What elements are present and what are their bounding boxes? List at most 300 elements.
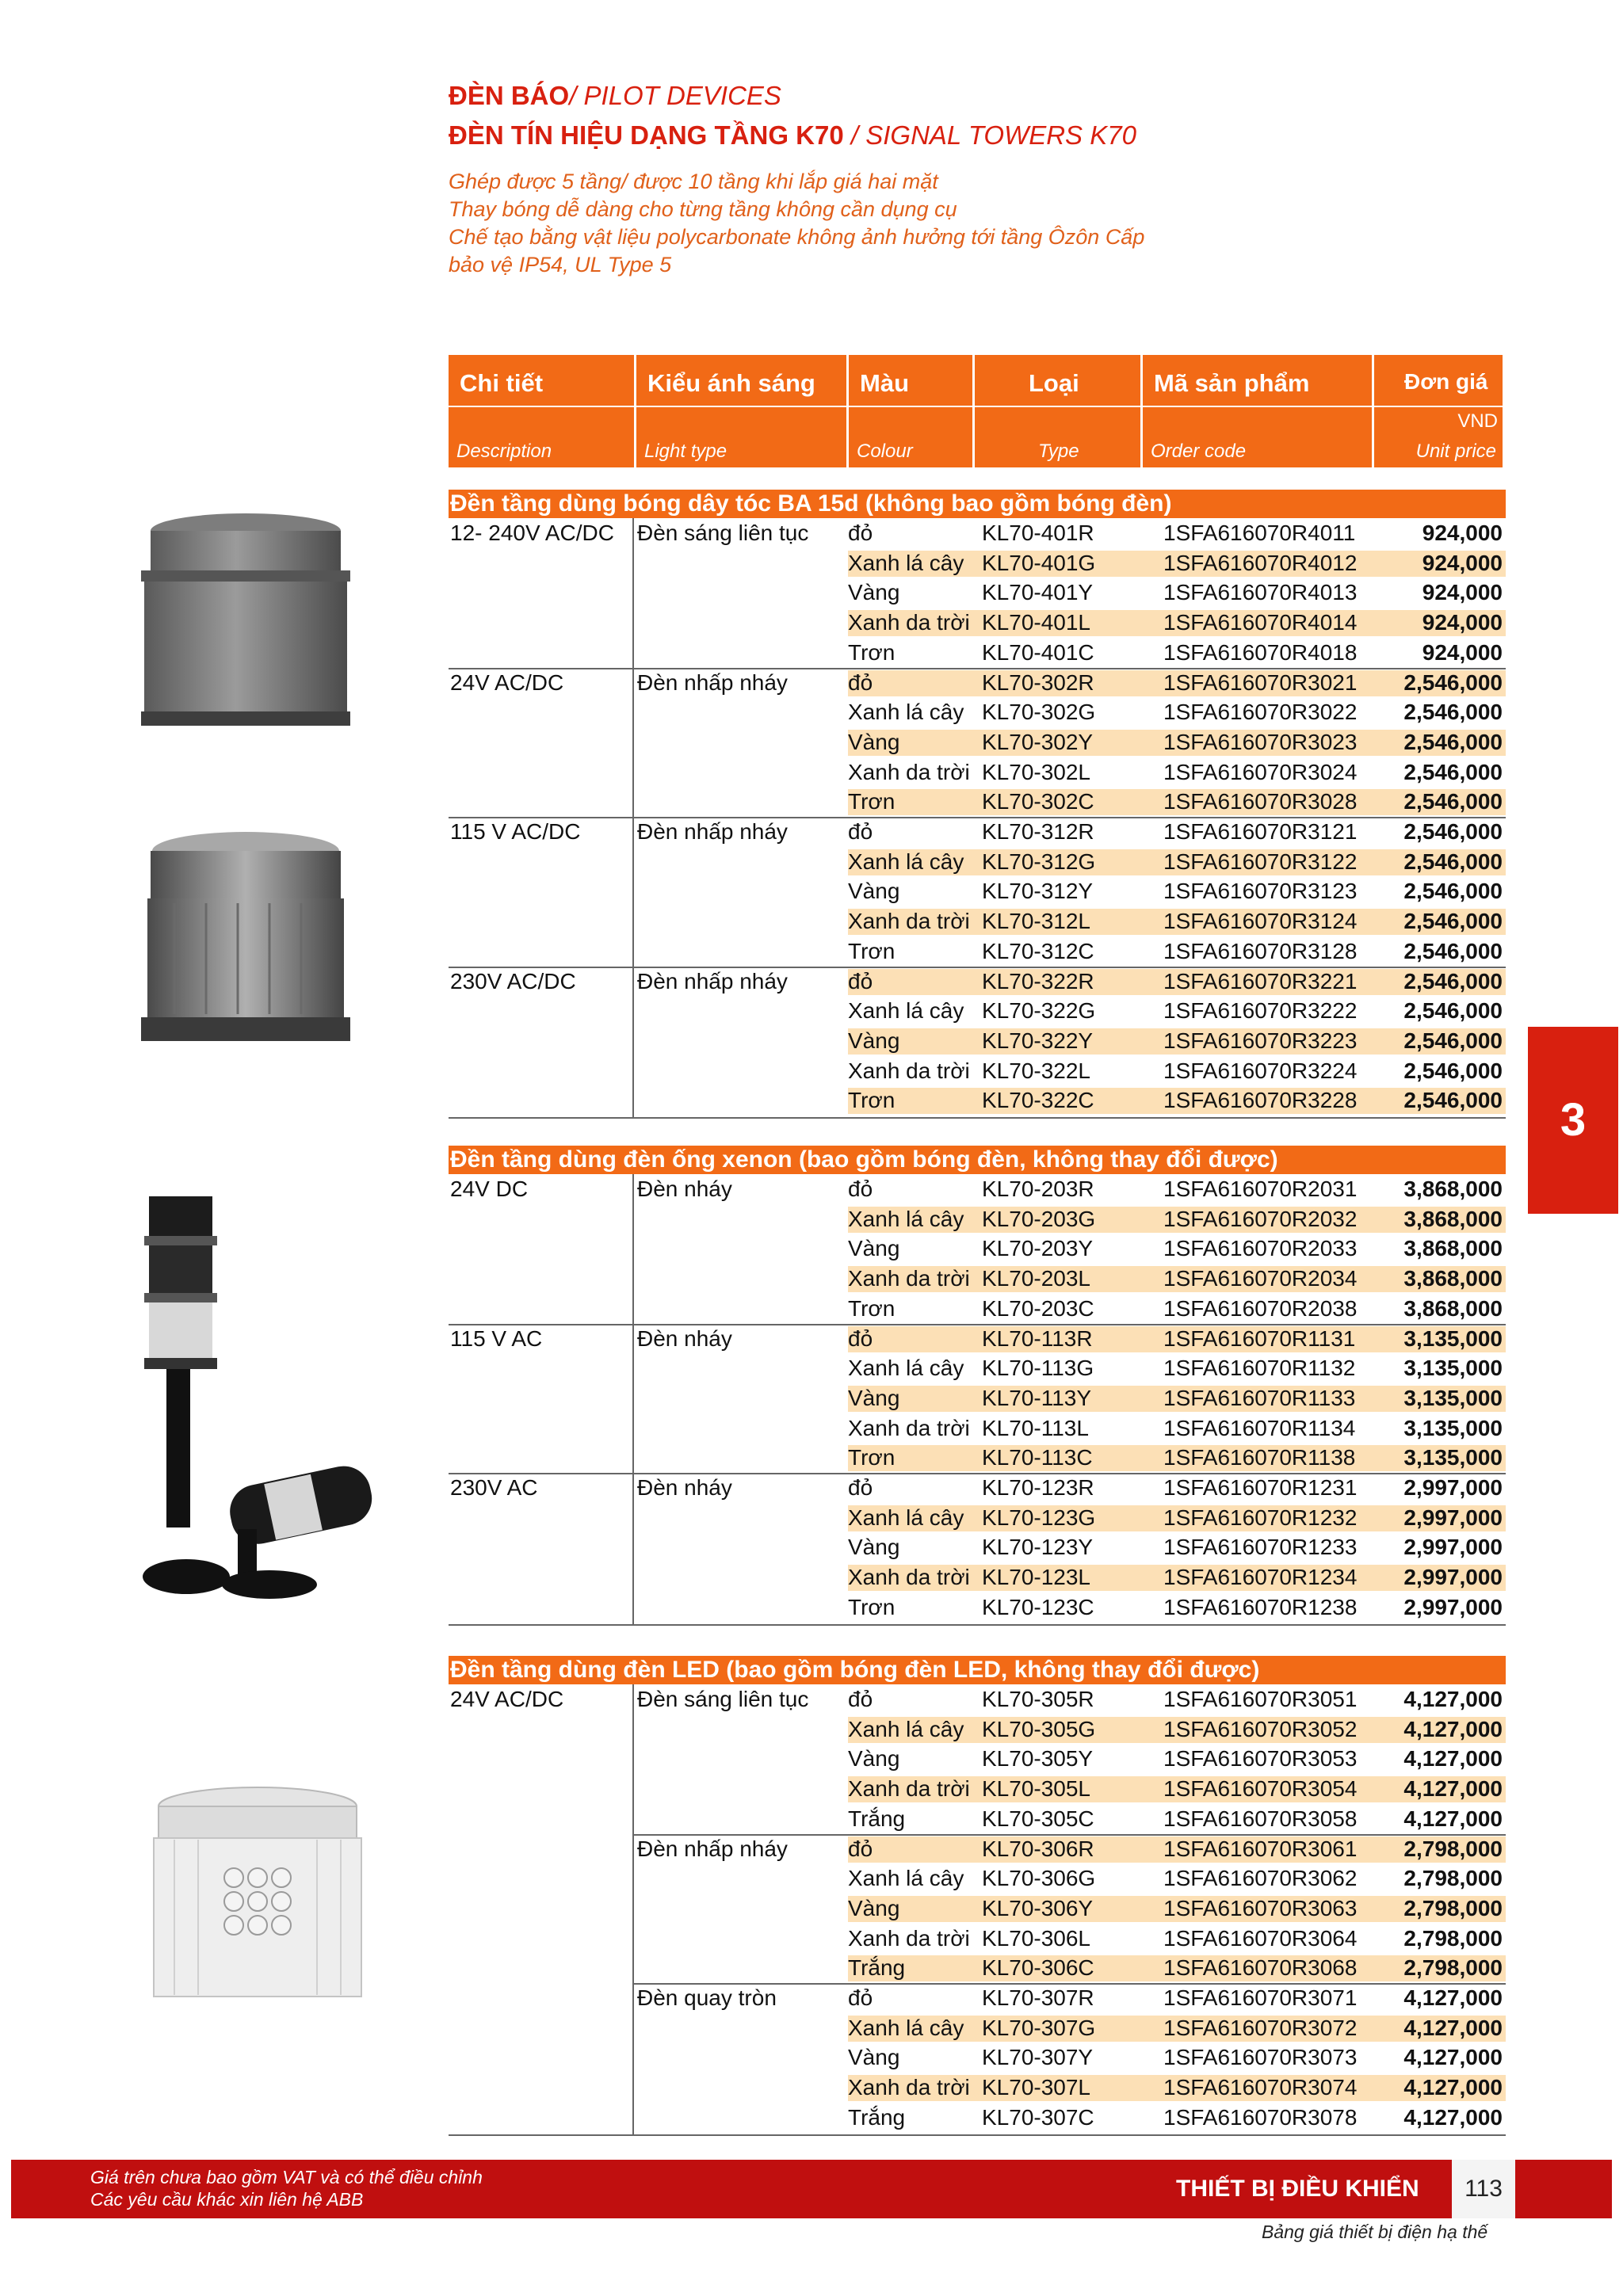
table-row [449,1983,1506,2013]
table-row [449,817,1506,847]
cell-code: 1SFA616070R2034 [1163,1266,1358,1291]
cell-price: 4,127,000 [1403,1985,1503,2010]
cell-price: 924,000 [1422,639,1503,665]
cell-type: KL70-307R [982,1985,1094,2010]
cell-type: KL70-305Y [982,1746,1094,1772]
cell-color: đỏ [848,1325,873,1351]
table-row [449,1894,1506,1924]
column-divider [632,1684,634,2134]
table-row [449,1834,1506,1864]
cell-price: 3,135,000 [1403,1415,1503,1440]
table-row [449,1056,1506,1086]
cell-color: Xanh da trời [848,1058,970,1083]
cell-code: 1SFA616070R3222 [1163,998,1358,1024]
cell-price: 2,798,000 [1403,1925,1503,1951]
cell-color: đỏ [848,819,873,844]
cell-price: 4,127,000 [1403,1746,1503,1772]
table-row [449,727,1506,757]
cell-code: 1SFA616070R3121 [1163,819,1358,844]
cell-code: 1SFA616070R3053 [1163,1746,1358,1772]
cell-code: 1SFA616070R1231 [1163,1475,1358,1500]
cell-color: Vàng [848,1746,900,1772]
cell-type: KL70-312R [982,819,1094,844]
cell-desc: 115 V AC [450,1325,543,1351]
cell-price: 4,127,000 [1403,2075,1503,2100]
signal-tower-module-photo-2 [127,824,365,1062]
cell-color: Xanh lá cây [848,2015,964,2040]
cell-type: KL70-307Y [982,2045,1094,2070]
cell-type: KL70-113R [982,1325,1093,1351]
page-number: 113 [1452,2160,1515,2218]
currency-label: VND [1457,410,1498,432]
cell-color: Xanh lá cây [848,700,964,725]
chapter-tab: 3 [1528,1027,1618,1214]
cell-code: 1SFA616070R1134 [1163,1415,1356,1440]
cell-type: KL70-306Y [982,1895,1094,1920]
title-vi: ĐÈN BÁO [449,81,570,110]
group-divider [449,967,1506,968]
cell-price: 2,546,000 [1403,700,1503,725]
cell-code: 1SFA616070R1132 [1163,1356,1356,1381]
table-header [449,355,1506,467]
cell-price: 3,868,000 [1403,1236,1503,1261]
cell-code: 1SFA616070R1131 [1163,1325,1356,1351]
cell-code: 1SFA616070R3068 [1163,1955,1358,1981]
cell-type: KL70-305R [982,1687,1094,1711]
cell-type: KL70-322Y [982,1028,1094,1053]
cell-code: 1SFA616070R2033 [1163,1236,1358,1261]
cell-color: Vàng [848,1385,900,1410]
cell-price: 3,868,000 [1403,1177,1503,1201]
cell-code: 1SFA616070R3074 [1163,2075,1358,2100]
table-row [449,697,1506,727]
table-row [449,1684,1506,1714]
cell-type: KL70-123R [982,1475,1094,1500]
table-row [449,757,1506,788]
cell-price: 924,000 [1422,550,1503,575]
cell-type: KL70-113C [982,1445,1093,1470]
cell-desc: 12- 240V AC/DC [450,521,614,545]
col-order-code-en: Order code [1143,407,1372,467]
cell-color: Xanh lá cây [848,1866,964,1891]
cell-code: 1SFA616070R3023 [1163,729,1358,754]
cell-code: 1SFA616070R3054 [1163,1776,1358,1802]
cell-color: đỏ [848,1177,873,1201]
footer-note-vat: Giá trên chưa bao gồm VAT và có thể điều chỉnh [90,2167,483,2187]
cell-type: KL70-302C [982,789,1094,814]
col-description-vi: Chi tiết [449,355,634,406]
table-row [449,1085,1506,1116]
cell-price: 2,798,000 [1403,1836,1503,1861]
table-row [449,996,1506,1026]
cell-price: 2,546,000 [1403,669,1503,695]
col-unit-price-vi: Đơn giá [1374,355,1503,406]
cell-light: Đèn sáng liên tục [637,521,809,545]
cell-type: KL70-307C [982,2104,1094,2130]
cell-light: Đèn nhấp nháy [637,1836,788,1861]
cell-code: 1SFA616070R3228 [1163,1088,1358,1113]
table-row [449,1714,1506,1745]
cell-price: 3,868,000 [1403,1295,1503,1321]
cell-type: KL70-307G [982,2015,1096,2040]
cell-type: KL70-123C [982,1594,1094,1619]
col-order-code-vi: Mã sản phẩm [1143,355,1372,406]
cell-type: KL70-302G [982,700,1096,725]
cell-price: 2,546,000 [1403,1058,1503,1083]
table-row [449,1026,1506,1056]
cell-color: Xanh lá cây [848,1716,964,1741]
cell-color: Vàng [848,1028,900,1053]
cell-price: 2,997,000 [1403,1565,1503,1590]
table-row [449,1503,1506,1533]
cell-light: Đèn nhấp nháy [637,669,788,695]
cell-price: 924,000 [1422,580,1503,605]
cell-code: 1SFA616070R3071 [1163,1985,1358,2010]
col-light-type-en: Light type [636,407,846,467]
cell-code: 1SFA616070R3221 [1163,968,1358,994]
cell-type: KL70-113L [982,1415,1089,1440]
cell-type: KL70-302R [982,669,1094,695]
cell-type: KL70-305C [982,1806,1094,1831]
cell-code: 1SFA616070R3124 [1163,909,1358,934]
cell-price: 924,000 [1422,521,1503,545]
cell-code: 1SFA616070R3024 [1163,759,1358,784]
signal-tower-module-photo-1 [127,507,365,745]
cell-type: KL70-322R [982,968,1094,994]
cell-code: 1SFA616070R3122 [1163,849,1358,874]
cell-color: Xanh da trời [848,1925,970,1951]
cell-color: đỏ [848,521,873,545]
col-unit-price-en [1374,407,1503,467]
section-header: Đền tầng dùng bóng dây tóc BA 15d (không bao gồm bóng đèn) [449,490,1506,518]
col-type-en: Type [975,407,1140,467]
cell-price: 2,798,000 [1403,1955,1503,1981]
cell-type: KL70-113Y [982,1385,1092,1410]
cell-code: 1SFA616070R3052 [1163,1716,1358,1741]
cell-color: Vàng [848,580,900,605]
cell-color: Xanh da trời [848,1776,970,1802]
cell-light: Đèn nháy [637,1177,732,1201]
cell-type: KL70-312L [982,909,1091,934]
section-header: Đền tầng dùng đèn ống xenon (bao gồm bóng đèn, không thay đổi được) [449,1146,1506,1174]
cell-color: Xanh lá cây [848,1505,964,1530]
cell-code: 1SFA616070R1238 [1163,1594,1358,1619]
table-row [449,518,1506,548]
cell-price: 2,546,000 [1403,968,1503,994]
cell-type: KL70-302Y [982,729,1094,754]
cell-price: 3,135,000 [1403,1445,1503,1470]
cell-color: Trắng [848,1806,906,1831]
cell-code: 1SFA616070R3223 [1163,1028,1358,1053]
cell-type: KL70-203R [982,1177,1094,1201]
table-row [449,638,1506,668]
group-divider [449,1473,1506,1474]
cell-color: Vàng [848,879,900,904]
cell-color: đỏ [848,968,873,994]
section-bottom-line [449,2134,1506,2136]
cell-type: KL70-123G [982,1505,1096,1530]
cell-color: đỏ [848,1836,873,1861]
table-row [449,1413,1506,1444]
table-row [449,876,1506,906]
cell-price: 2,997,000 [1403,1475,1503,1500]
cell-type: KL70-203Y [982,1236,1094,1261]
cell-code: 1SFA616070R3064 [1163,1925,1358,1951]
table-row [449,608,1506,638]
cell-price: 4,127,000 [1403,1806,1503,1831]
cell-color: Xanh da trời [848,610,970,635]
table-row [449,1924,1506,1954]
led-signal-tower-module-photo [143,1783,372,2012]
cell-color: Vàng [848,1895,900,1920]
group-divider [632,1834,1506,1836]
cell-color: đỏ [848,1985,873,2010]
cell-type: KL70-401G [982,550,1096,575]
table-row [449,2103,1506,2133]
cell-color: đỏ [848,669,873,695]
cell-color: Trơn [848,789,896,814]
cell-color: Trơn [848,1594,896,1619]
cell-type: KL70-306R [982,1836,1094,1861]
group-divider [449,817,1506,818]
cell-type: KL70-203C [982,1295,1094,1321]
cell-color: Trắng [848,2104,906,2130]
cell-code: 1SFA616070R4014 [1163,610,1358,635]
cell-code: 1SFA616070R1234 [1163,1565,1358,1590]
cell-price: 4,127,000 [1403,1776,1503,1802]
cell-color: đỏ [848,1475,873,1500]
cell-color: Xanh lá cây [848,849,964,874]
title-en: / PILOT DEVICES [569,81,781,110]
cell-code: 1SFA616070R4013 [1163,580,1358,605]
table-row [449,1294,1506,1324]
table-row [449,1324,1506,1354]
cell-type: KL70-113G [982,1356,1094,1381]
cell-type: KL70-312C [982,938,1094,963]
cell-type: KL70-203L [982,1266,1091,1291]
cell-price: 2,546,000 [1403,789,1503,814]
cell-color: Xanh lá cây [848,1206,964,1231]
cell-type: KL70-401L [982,610,1091,635]
subtitle-en: / SIGNAL TOWERS K70 [843,120,1136,150]
cell-light: Đèn sáng liên tục [637,1687,809,1711]
cell-color: Trơn [848,1445,896,1470]
table-row [449,1774,1506,1804]
cell-color: Xanh lá cây [848,998,964,1024]
cell-type: KL70-305G [982,1716,1096,1741]
footer-subtitle: Bảng giá thiết bị điện hạ thế [1262,2222,1488,2242]
col-colour-vi: Màu [849,355,972,406]
table-row [449,1953,1506,1983]
cell-code: 1SFA616070R4012 [1163,550,1358,575]
group-divider [449,1324,1506,1325]
cell-color: Xanh da trời [848,759,970,784]
cell-code: 1SFA616070R3061 [1163,1836,1358,1861]
cell-type: KL70-312Y [982,879,1094,904]
table-row [449,906,1506,936]
cell-code: 1SFA616070R3051 [1163,1687,1358,1711]
table-row [449,1863,1506,1894]
footer-section-title: THIẾT BỊ ĐIỀU KHIỂN [1176,2176,1419,2202]
cell-price: 2,546,000 [1403,879,1503,904]
cell-price: 2,546,000 [1403,729,1503,754]
table-row [449,1204,1506,1234]
cell-price: 2,546,000 [1403,1028,1503,1053]
table-row [449,1383,1506,1413]
cell-type: KL70-312G [982,849,1096,874]
cell-type: KL70-306L [982,1925,1091,1951]
cell-price: 2,546,000 [1403,819,1503,844]
cell-color: Vàng [848,729,900,754]
cell-code: 1SFA616070R2038 [1163,1295,1358,1321]
table-row [449,548,1506,578]
cell-color: Xanh lá cây [848,550,964,575]
col-light-type-vi: Kiểu ánh sáng [636,355,846,406]
cell-code: 1SFA616070R1133 [1163,1385,1356,1410]
cell-code: 1SFA616070R3063 [1163,1895,1358,1920]
footer-notes [90,2166,483,2210]
cell-price: 2,546,000 [1403,938,1503,963]
cell-code: 1SFA616070R3072 [1163,2015,1358,2040]
cell-price: 2,997,000 [1403,1594,1503,1619]
table-row [449,1592,1506,1623]
column-divider [632,518,634,1117]
cell-light: Đèn nhấp nháy [637,819,788,844]
footer-bar [11,2160,1612,2218]
cell-color: Xanh da trời [848,1565,970,1590]
table-row [449,2042,1506,2073]
cell-light: Đèn nháy [637,1325,732,1351]
cell-type: KL70-401C [982,639,1094,665]
table-row [449,1234,1506,1264]
cell-code: 1SFA616070R4018 [1163,639,1358,665]
cell-code: 1SFA616070R3021 [1163,669,1358,695]
column-divider [632,1174,634,1624]
cell-color: Vàng [848,2045,900,2070]
cell-price: 2,546,000 [1403,849,1503,874]
cell-desc: 24V AC/DC [450,1687,564,1711]
cell-price: 3,135,000 [1403,1356,1503,1381]
intro-line: bảo vệ IP54, UL Type 5 [449,253,672,277]
cell-code: 1SFA616070R3073 [1163,2045,1358,2070]
cell-code: 1SFA616070R3022 [1163,700,1358,725]
cell-color: Xanh da trời [848,1266,970,1291]
cell-price: 4,127,000 [1403,2015,1503,2040]
cell-price: 2,546,000 [1403,998,1503,1024]
section-bottom-line [449,1117,1506,1119]
col-colour-en: Colour [849,407,972,467]
table-row [449,578,1506,608]
cell-type: KL70-305L [982,1776,1091,1802]
cell-price: 924,000 [1422,610,1503,635]
cell-price: 3,868,000 [1403,1206,1503,1231]
cell-price: 3,135,000 [1403,1385,1503,1410]
intro-line: Thay bóng dễ dàng cho từng tầng không cần dụng cụ [449,197,957,221]
cell-type: KL70-322C [982,1088,1094,1113]
cell-color: Trơn [848,1088,896,1113]
table-row [449,1353,1506,1383]
group-divider [632,1983,1506,1985]
cell-type: KL70-322G [982,998,1096,1024]
table-row [449,1744,1506,1774]
cell-price: 4,127,000 [1403,1716,1503,1741]
cell-type: KL70-123L [982,1565,1091,1590]
cell-code: 1SFA616070R1233 [1163,1535,1358,1560]
col-type-vi: Loại [975,355,1140,406]
cell-type: KL70-401R [982,521,1094,545]
cell-code: 1SFA616070R3028 [1163,789,1358,814]
cell-price: 2,546,000 [1403,1088,1503,1113]
page-subtitle-signal-towers [449,120,1136,151]
cell-code: 1SFA616070R2032 [1163,1206,1358,1231]
table-row [449,847,1506,877]
cell-color: Trắng [848,1955,906,1981]
cell-desc: 24V DC [450,1177,529,1201]
cell-color: Trơn [848,938,896,963]
cell-color: Trơn [848,1295,896,1321]
intro-features [449,168,1144,279]
unit-price-label: Unit price [1415,441,1496,462]
cell-price: 3,135,000 [1403,1325,1503,1351]
cell-color: Xanh da trời [848,1415,970,1440]
cell-price: 2,546,000 [1403,759,1503,784]
table-row [449,1174,1506,1204]
cell-light: Đèn quay tròn [637,1985,777,2010]
cell-price: 2,997,000 [1403,1505,1503,1530]
cell-code: 1SFA616070R3128 [1163,938,1358,963]
table-row [449,787,1506,817]
cell-type: KL70-307L [982,2075,1091,2100]
intro-line: Ghép được 5 tầng/ được 10 tầng khi lắp giá hai mặt [449,170,938,193]
table-row [449,1264,1506,1294]
section-bottom-line [449,1624,1506,1626]
cell-price: 2,798,000 [1403,1866,1503,1891]
section-header: Đền tầng dùng đèn LED (bao gồm bóng đèn LED, không thay đổi được) [449,1656,1506,1684]
cell-price: 2,798,000 [1403,1895,1503,1920]
cell-type: KL70-203G [982,1206,1096,1231]
cell-code: 1SFA616070R3058 [1163,1806,1358,1831]
table-row [449,668,1506,698]
cell-price: 3,868,000 [1403,1266,1503,1291]
cell-code: 1SFA616070R3224 [1163,1058,1358,1083]
table-row [449,936,1506,967]
cell-code: 1SFA616070R1232 [1163,1505,1358,1530]
cell-type: KL70-123Y [982,1535,1094,1560]
cell-desc: 230V AC [450,1475,538,1500]
cell-desc: 230V AC/DC [450,968,576,994]
cell-color: Xanh lá cây [848,1356,964,1381]
cell-type: KL70-322L [982,1058,1091,1083]
cell-price: 4,127,000 [1403,2104,1503,2130]
table-row [449,967,1506,997]
cell-code: 1SFA616070R3078 [1163,2104,1358,2130]
cell-color: đỏ [848,1687,873,1711]
cell-light: Đèn nhấp nháy [637,968,788,994]
cell-price: 4,127,000 [1403,1687,1503,1711]
col-description-en: Description [449,407,634,467]
cell-color: Vàng [848,1535,900,1560]
cell-code: 1SFA616070R4011 [1163,521,1356,545]
cell-price: 4,127,000 [1403,2045,1503,2070]
cell-code: 1SFA616070R1138 [1163,1445,1356,1470]
footer-note-contact: Các yêu cầu khác xin liên hệ ABB [90,2189,364,2210]
cell-code: 1SFA616070R3123 [1163,879,1358,904]
cell-type: KL70-401Y [982,580,1094,605]
cell-code: 1SFA616070R2031 [1163,1177,1358,1201]
table-row [449,1804,1506,1834]
table-row [449,1562,1506,1592]
cell-desc: 115 V AC/DC [450,819,581,844]
